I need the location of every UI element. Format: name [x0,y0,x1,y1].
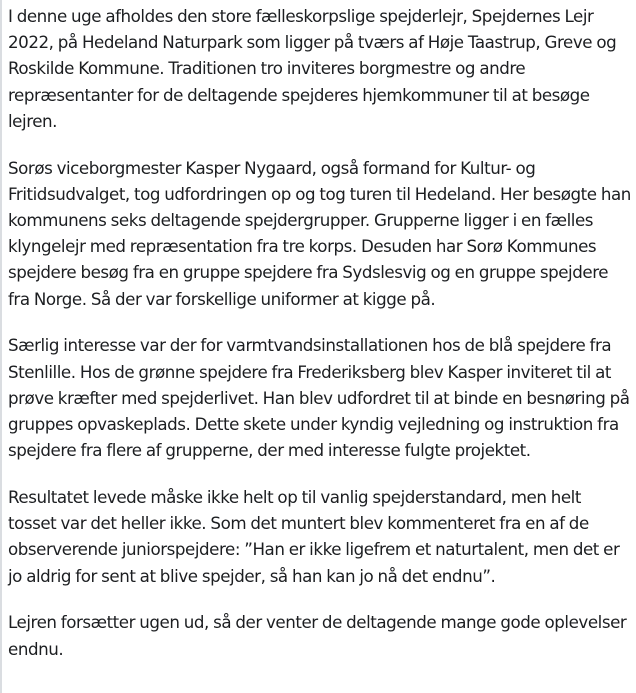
paragraph-4: Resultatet levede måske ikke helt op til vanlig spejderstandard, men helt tosset var det heller ikke. Som det muntert blev kommenteret fra en af de observerende juniorspejdere: ”Han er ikke ligefrem et naturtalent, men det er jo aldrig for sent at blive spejder, så han kan jo nå det endnu”. [8,487,620,586]
paragraph-5: Lejren forsætter ugen ud, så der venter de deltagende mange gode oplevelser endnu. [8,612,627,659]
paragraph-3: Særlig interesse var der for varmtvandsinstallationen hos de blå spejdere fra Stenlille. Hos de grønne spejdere fra Frederiksberg blev Kasper inviteret til at prøve kræfter med spejderlivet. Han blev udfordret til at binde en besnøring på gruppes opvaskeplads. Dette skete under kyndig vejledning og instruktion fra spejdere fra flere af grupperne, der med interesse fulgte projektet. [8,335,630,461]
paragraph-2: Sorøs viceborgmester Kasper Nygaard, også formand for Kultur- og Fritidsudvalget, tog udfordringen op og tog turen til Hedeland. Her besøgte han kommunens seks deltagende spejdergrupper. Grupperne ligger i en fælles klyngelejr med repræsentation fra tre korps. Desuden har Sorø Kommunes spejdere besøg fra en gruppe spejdere fra Sydslesvig og en gruppe spejdere fra Norge. Så der var forskellige uniformer at kigge på. [8,157,631,309]
left-border [0,0,2,693]
post-body [8,3,632,662]
paragraph-1: I denne uge afholdes den store fælleskorpslige spejderlejr, Spejdernes Lejr 2022, på Hedeland Naturpark som ligger på tværs af Høje Taastrup, Greve og Roskilde Kommune. Traditionen tro inviteres borgmestre og andre repræsentanter for de deltagende spejderes hjemkommuner til at besøge lejren. [8,6,617,131]
